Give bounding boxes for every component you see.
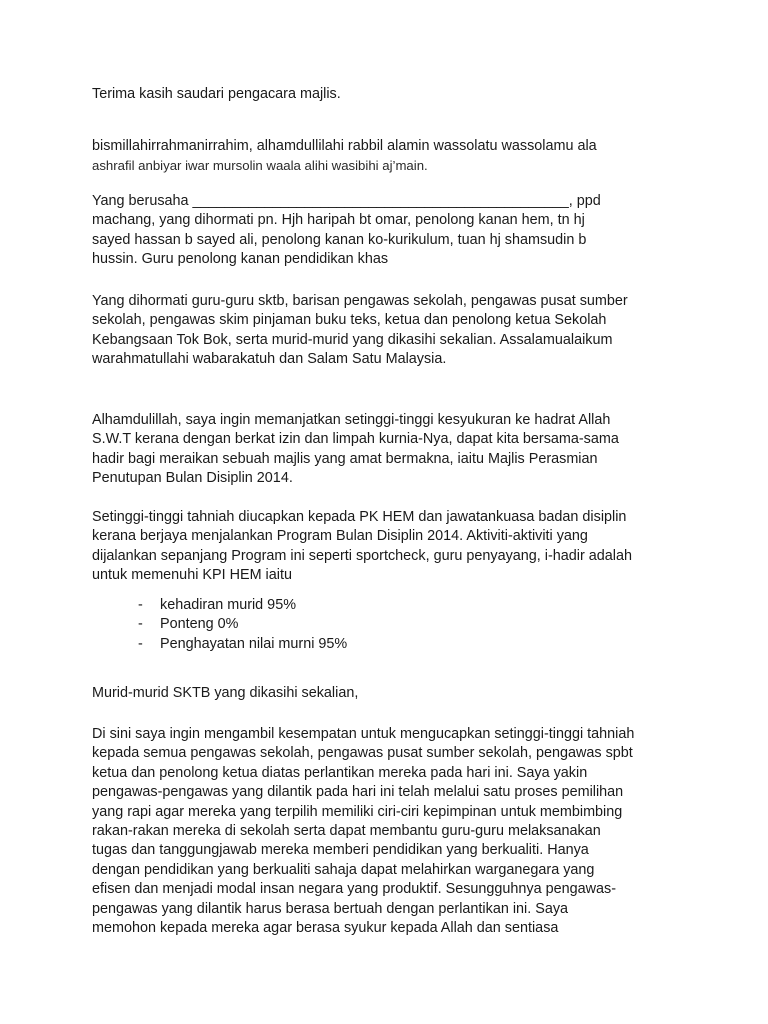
closing-line: kepada semua pengawas sekolah, pengawas pusat sumber sekolah, pengawas spbt bbox=[92, 745, 633, 762]
closing-line: dengan pendidikan yang berkualiti sahaja dapat melahirkan warganegara yang bbox=[92, 861, 595, 878]
closing-line: ketua dan penolong ketua diatas perlantikan mereka pada hari ini. Saya yakin bbox=[92, 764, 588, 781]
address-line bbox=[92, 684, 692, 703]
gratitude-line: S.W.T kerana dengan berkat izin dan limpah kurnia-Nya, dapat kita bersama-sama bbox=[92, 431, 619, 448]
list-marker: - bbox=[138, 616, 143, 633]
salutation-line: warahmatullahi wabarakatuh dan Salam Satu Malaysia. bbox=[92, 351, 447, 368]
gratitude-paragraph bbox=[92, 411, 692, 489]
closing-paragraph bbox=[92, 725, 692, 938]
salutation-line: machang, yang dihormati pn. Hjh haripah bt omar, penolong kanan hem, tn hj bbox=[92, 212, 585, 229]
congrats-paragraph bbox=[92, 508, 692, 586]
closing-line: yang rapi agar mereka yang terpilih memiliki ciri-ciri kepimpinan untuk membimbing bbox=[92, 803, 623, 820]
list-item bbox=[138, 635, 347, 654]
list-item-text: Ponteng 0% bbox=[160, 616, 239, 633]
list-item bbox=[138, 596, 347, 615]
address-text: Murid-murid SKTB yang dikasihi sekalian, bbox=[92, 685, 359, 701]
closing-line: tugas dan tanggungjawab mereka memberi pendidikan yang berkualiti. Hanya bbox=[92, 842, 589, 859]
gratitude-line: hadir bagi meraikan sebuah majlis yang amat bermakna, iaitu Majlis Perasmian bbox=[92, 450, 598, 467]
list-item-text: Penghayatan nilai murni 95% bbox=[160, 635, 348, 652]
congrats-line: untuk memenuhi KPI HEM iaitu bbox=[92, 567, 292, 584]
salutation-line: sekolah, pengawas skim pinjaman buku teks, ketua dan penolong ketua Sekolah bbox=[92, 312, 607, 329]
closing-line: efisen dan menjadi modal insan negara yang produktif. Sesungguhnya pengawas- bbox=[92, 881, 617, 898]
salutation-paragraph bbox=[92, 192, 692, 270]
list-marker: - bbox=[138, 635, 143, 652]
list-item bbox=[138, 615, 347, 634]
list-item-text: kehadiran murid 95% bbox=[160, 597, 296, 613]
salutation-line: Yang berusaha _______________________________________________, ppd bbox=[92, 193, 601, 209]
blessing-line: bismillahirrahmanirrahim, alhamdullilahi rabbil alamin wassolatu wassolamu ala bbox=[92, 138, 597, 154]
closing-line: memohon kepada mereka agar berasa syukur kepada Allah dan sentiasa bbox=[92, 920, 559, 937]
salutation-paragraph bbox=[92, 292, 692, 370]
blessing-line: ashrafil anbiyar iwar mursolin waala alihi wasibihi aj’main. bbox=[92, 158, 428, 174]
congrats-line: kerana berjaya menjalankan Program Bulan Disiplin 2014. Aktiviti-aktiviti yang bbox=[92, 528, 588, 545]
congrats-line: Setinggi-tinggi tahniah diucapkan kepada PK HEM dan jawatankuasa badan disiplin bbox=[92, 509, 627, 525]
kpi-list bbox=[138, 596, 347, 654]
closing-line: rakan-rakan mereka di sekolah serta dapat membantu guru-guru melaksanakan bbox=[92, 823, 601, 840]
congrats-line: dijalankan sepanjang Program ini seperti sportcheck, guru penyayang, i-hadir adalah bbox=[92, 547, 632, 564]
gratitude-line: Penutupan Bulan Disiplin 2014. bbox=[92, 470, 293, 487]
closing-line: pengawas-pengawas yang dilantik pada hari ini telah melalui satu proses pemilihan bbox=[92, 784, 624, 801]
opening-text: Terima kasih saudari pengacara majlis. bbox=[92, 86, 341, 102]
salutation-line: sayed hassan b sayed ali, penolong kanan ko-kurikulum, tuan hj shamsudin b bbox=[92, 231, 587, 248]
salutation-line: Kebangsaan Tok Bok, serta murid-murid yang dikasihi sekalian. Assalamualaikum bbox=[92, 331, 613, 348]
opening-line bbox=[92, 85, 692, 104]
closing-line: Di sini saya ingin mengambil kesempatan untuk mengucapkan setinggi-tinggi tahniah bbox=[92, 726, 635, 742]
list-marker: - bbox=[138, 597, 143, 613]
blessing-paragraph bbox=[92, 137, 692, 176]
gratitude-line: Alhamdulillah, saya ingin memanjatkan setinggi-tinggi kesyukuran ke hadrat Allah bbox=[92, 412, 611, 428]
salutation-line: Yang dihormati guru-guru sktb, barisan pengawas sekolah, pengawas pusat sumber bbox=[92, 293, 628, 309]
salutation-line: hussin. Guru penolong kanan pendidikan khas bbox=[92, 251, 389, 268]
closing-line: pengawas yang dilantik harus berasa bertuah dengan perlantikan ini. Saya bbox=[92, 900, 569, 917]
